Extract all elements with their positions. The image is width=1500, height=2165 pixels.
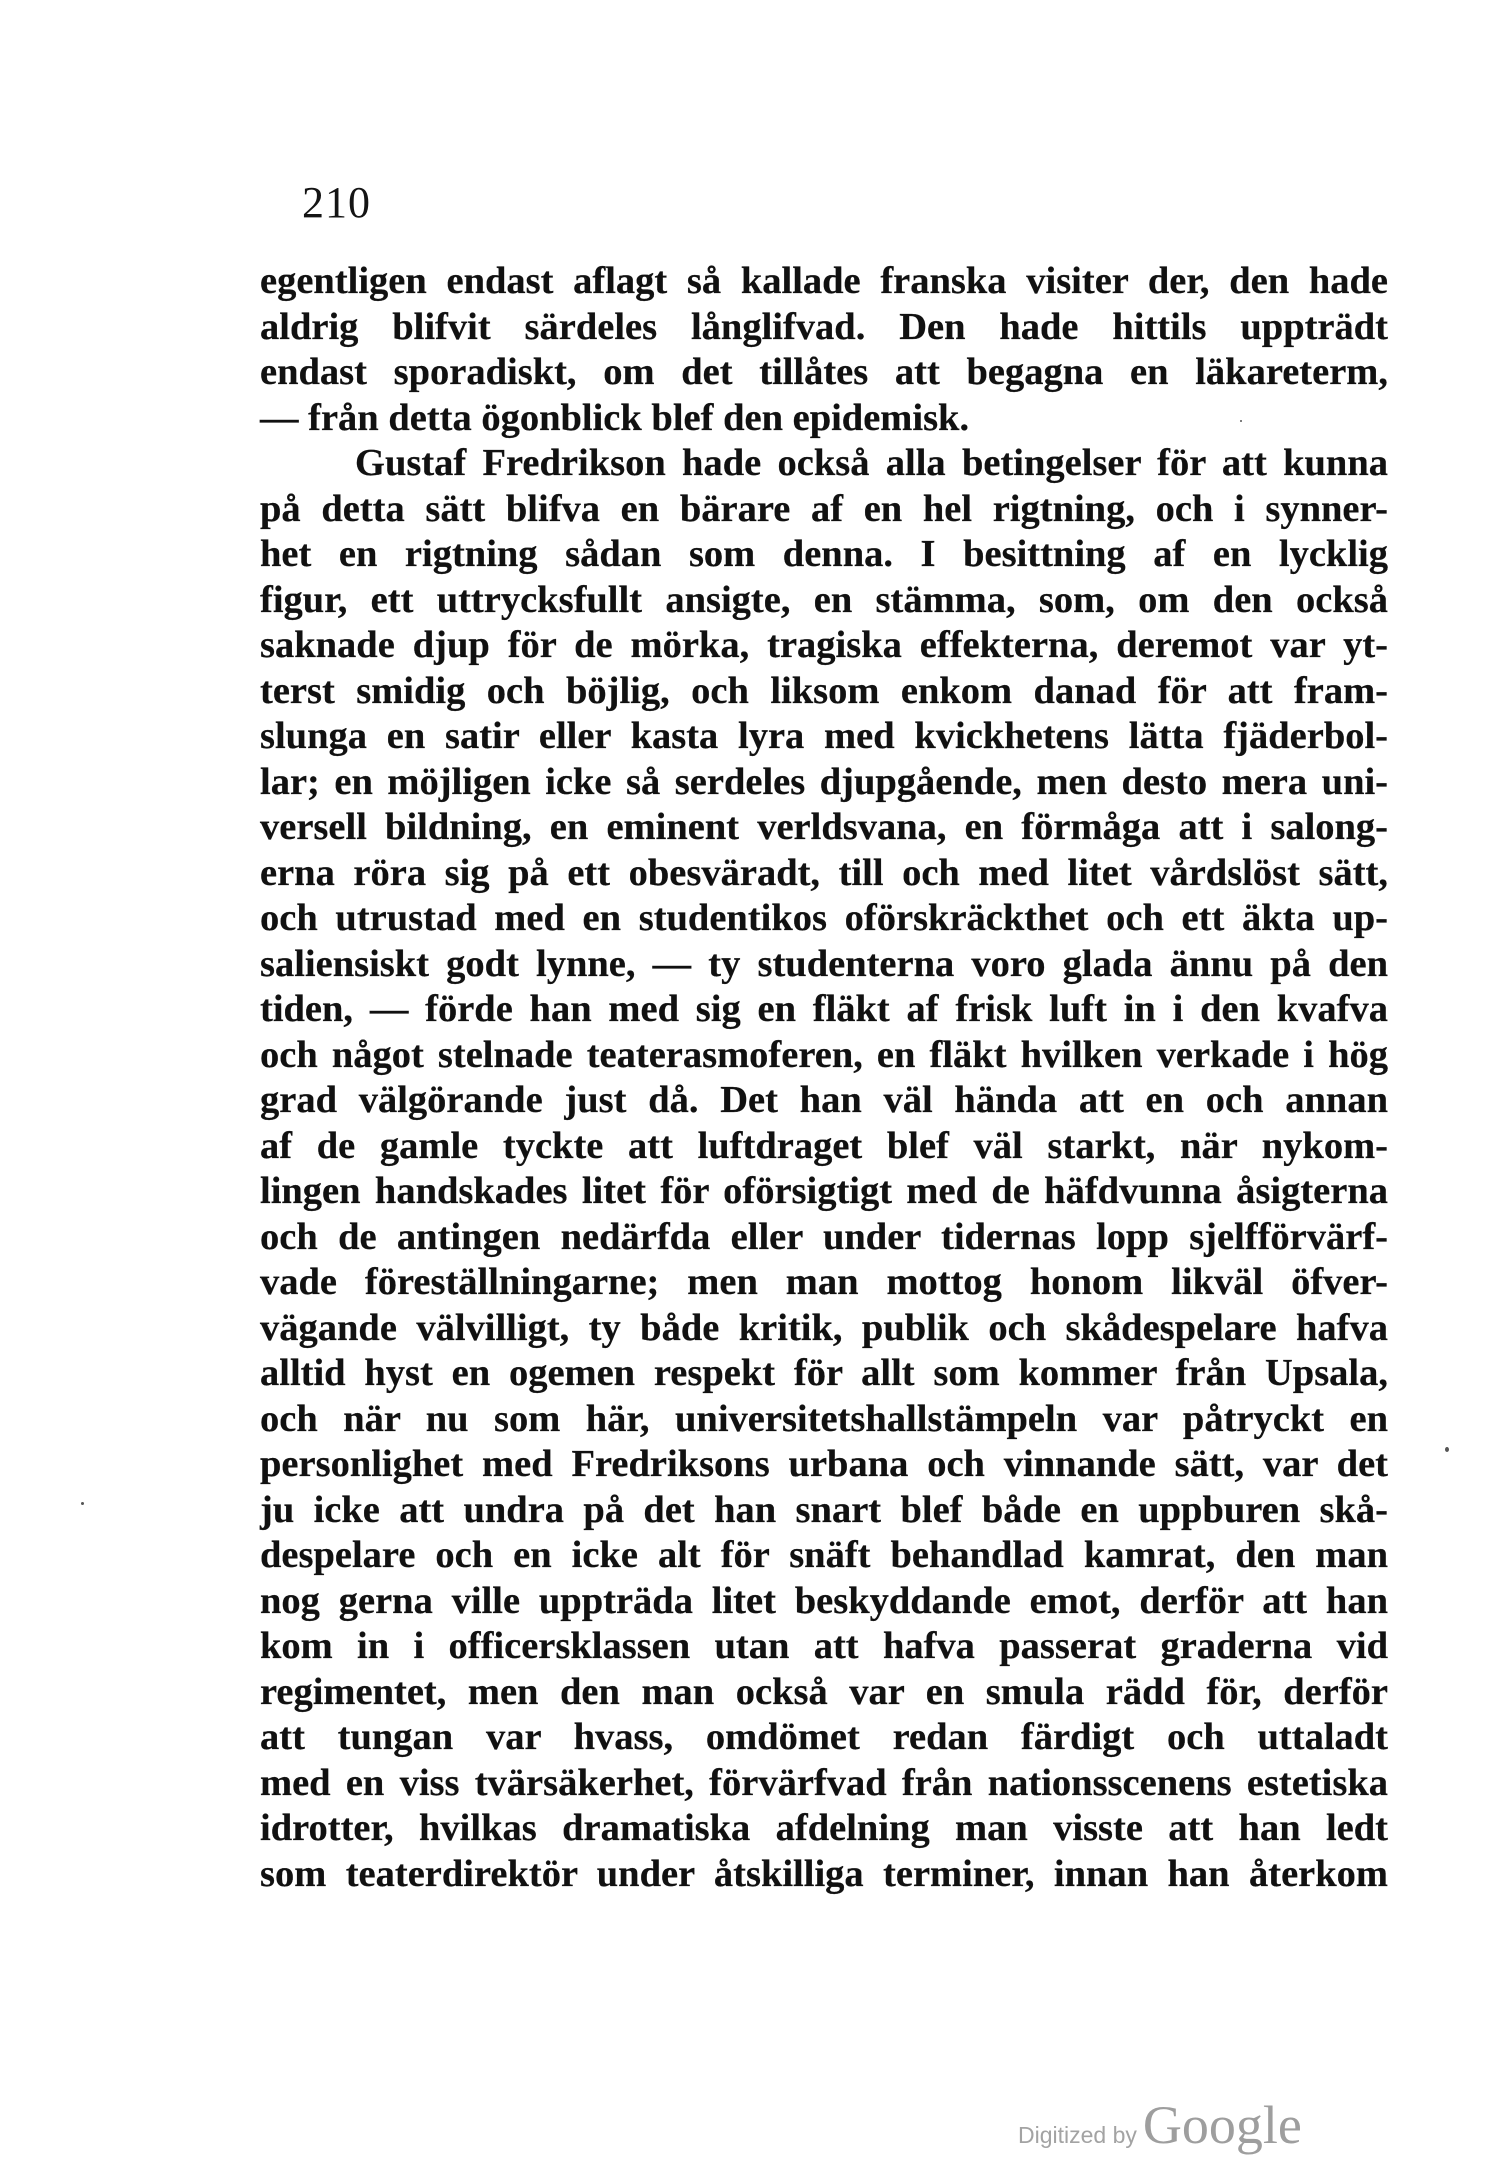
ink-speck [81,1502,84,1505]
paragraph [260,441,1388,1897]
text-line: — från detta ögonblick blef den epidemisk. [260,396,970,439]
text-line: och när nu som här, universitetshallstämpeln var påtryckt en [260,1397,1388,1440]
text-line: het en rigtning sådan som denna. I besittning af en lycklig [260,533,1388,575]
watermark-prefix: Digitized by [1018,2122,1137,2148]
google-logo: Google [1142,2095,1302,2155]
text-line: terst smidig och böjlig, och liksom enkom danad för att fram- [260,669,1388,712]
digitized-by-google-watermark [1018,2094,1302,2154]
text-line: med en viss tvärsäkerhet, förvärfvad från nationsscenens estetiska [260,1761,1388,1804]
ink-speck [1445,1447,1449,1452]
text-line: och utrustad med en studentikos oförskräckthet och ett äkta up- [260,897,1388,939]
text-line: erna röra sig på ett obesväradt, till och med litet vårdslöst sätt, [260,851,1388,894]
text-line: och de antingen nedärfda eller under tidernas lopp sjelfförvärf- [260,1215,1388,1258]
text-line: att tungan var hvass, omdömet redan färdigt och uttaladt [260,1716,1388,1758]
text-line: regimentet, men den man också var en smula rädd för, derför [260,1670,1388,1713]
text-line: lingen handskades litet för oförsigtigt med de häfdvunna åsigterna [260,1170,1388,1212]
text-line: versell bildning, en eminent verldsvana, en förmåga att i salong- [260,806,1388,848]
text-line: vade föreställningarne; men man mottog honom likväl öfver- [260,1261,1388,1303]
text-line: kom in i officersklassen utan att hafva passerat graderna vid [260,1625,1388,1667]
text-line: vägande välvilligt, ty både kritik, publik och skådespelare hafva [260,1306,1388,1349]
text-line: som teaterdirektör under åtskilliga terminer, innan han återkom [260,1852,1388,1895]
page-number: 210 [302,178,371,227]
text-line: tiden, — förde han med sig en fläkt af frisk luft in i den kvafva [260,988,1388,1030]
text-line: grad välgörande just då. Det han väl hända att en och annan [260,1079,1388,1121]
text-line: figur, ett uttrycksfullt ansigte, en stämma, som, om den också [260,578,1388,621]
text-line: af de gamle tyckte att luftdraget blef väl starkt, när nykom- [260,1124,1388,1167]
text-line: endast sporadiskt, om det tillåtes att begagna en läkareterm, [260,351,1388,393]
text-line: alltid hyst en ogemen respekt för allt som kommer från Upsala, [260,1352,1388,1394]
text-line: aldrig blifvit särdeles långlifvad. Den hade hittils uppträdt [260,305,1388,348]
body-text [260,259,1388,1897]
text-line: slunga en satir eller kasta lyra med kvickhetens lätta fjäderbol- [260,715,1388,757]
text-line: idrotter, hvilkas dramatiska afdelning man visste att han ledt [260,1807,1388,1849]
text-line: och något stelnade teaterasmoferen, en fläkt hvilken verkade i hög [260,1033,1388,1076]
text-line: ju icke att undra på det han snart blef både en uppburen skå- [260,1488,1388,1531]
text-line: på detta sätt blifva en bärare af en hel rigtning, och i synner- [260,487,1388,530]
text-line: personlighet med Fredriksons urbana och vinnande sätt, var det [260,1443,1388,1485]
text-line: egentligen endast aflagt så kallade franska visiter der, den hade [260,260,1388,302]
paragraph [260,259,1388,441]
text-line: despelare och en icke alt för snäft behandlad kamrat, den man [260,1534,1388,1576]
text-line: nog gerna ville uppträda litet beskyddande emot, derför att han [260,1579,1388,1622]
text-line: Gustaf Fredrikson hade också alla betingelser för att kunna [355,442,1388,484]
text-line: lar; en möjligen icke så serdeles djupgående, men desto mera uni- [260,760,1388,803]
ink-speck [1240,420,1242,422]
text-line: saliensiskt godt lynne, — ty studenterna voro glada ännu på den [260,942,1388,985]
text-line: saknade djup för de mörka, tragiska effekterna, deremot var yt- [260,624,1388,666]
